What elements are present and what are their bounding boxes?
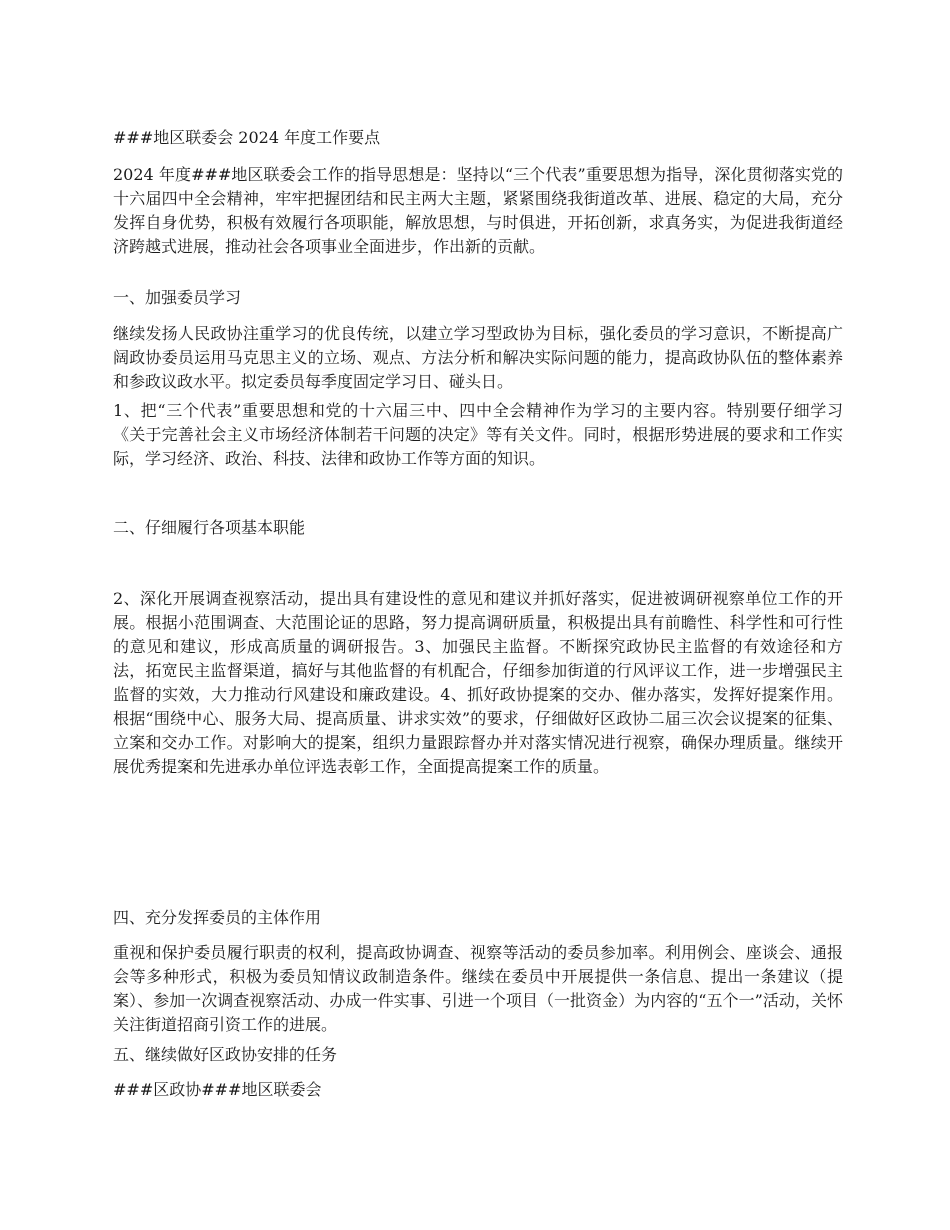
section2-paragraph: 2、深化开展调查视察活动，提出具有建设性的意见和建议并抓好落实，促进被调研视察单位工作的开展。根据小范围调查、大范围论证的思路，努力提高调研质量，积极提出具有前瞻性、科学性和可行性的意见和建议，形成高质量的调研报告。3、加强民主监督。不断探究政协民主监督的有效途径和方法，拓宽民主监督渠道，搞好与其他监督的有机配合，仔细参加街道的行风评议工作，进一步增强民主监督的实效，大力推动行风建设和廉政建设。4、抓好政协提案的交办、催办落实，发挥好提案作用。根据“围绕中心、服务大局、提高质量、讲求实效”的要求，仔细做好区政协二届三次会议提案的征集、立案和交办工作。对影响大的提案，组织力量跟踪督办并对落实情况进行视察，确保办理质量。继续开展优秀提案和先进承办单位评选表彰工作，全面提高提案工作的质量。: [113, 589, 843, 776]
section2-heading: 二、仔细履行各项基本职能: [113, 518, 306, 537]
section4-heading: 四、充分发挥委员的主体作用: [113, 908, 322, 927]
section1-item1: 1、把“三个代表”重要思想和党的十六届三中、四中全会精神作为学习的主要内容。特别要仔细学习《关于完善社会主义市场经济体制若干问题的决定》等有关文件。同时，根据形势进展的要求和工作实际，学习经济、政治、科技、法律和政协工作等方面的知识。: [113, 401, 843, 468]
signature: ###区政协###地区联委会: [113, 1080, 322, 1099]
section1-paragraph: 继续发扬人民政协注重学习的优良传统，以建立学习型政协为目标，强化委员的学习意识，不断提高广阔政协委员运用马克思主义的立场、观点、方法分析和解决实际问题的能力，提高政协队伍的整体素养和参政议政水平。拟定委员每季度固定学习日、碰头日。: [113, 324, 843, 391]
document-title: ###地区联委会 2024 年度工作要点: [113, 128, 381, 147]
section5-heading: 五、继续做好区政协安排的任务: [113, 1045, 338, 1064]
section4-paragraph: 重视和保护委员履行职责的权利，提高政协调查、视察等活动的委员参加率。利用例会、座谈会、通报会等多种形式，积极为委员知情议政制造条件。继续在委员中开展提供一条信息、提出一条建议（提案）、参加一次调查视察活动、办成一件实事、引进一个项目（一批资金）为内容的“五个一”活动，关怀关注街道招商引资工作的进展。: [113, 943, 843, 1034]
section1-heading: 一、加强委员学习: [113, 288, 242, 307]
intro-paragraph: 2024 年度###地区联委会工作的指导思想是：坚持以“三个代表”重要思想为指导，深化贯彻落实党的十六届四中全会精神，牢牢把握团结和民主两大主题，紧紧围绕我街道改革、进展、稳定的大局，充分发挥自身优势，积极有效履行各项职能，解放思想，与时俱进，开拓创新，求真务实，为促进我街道经济跨越式进展，推动社会各项事业全面进步，作出新的贡献。: [113, 165, 843, 256]
